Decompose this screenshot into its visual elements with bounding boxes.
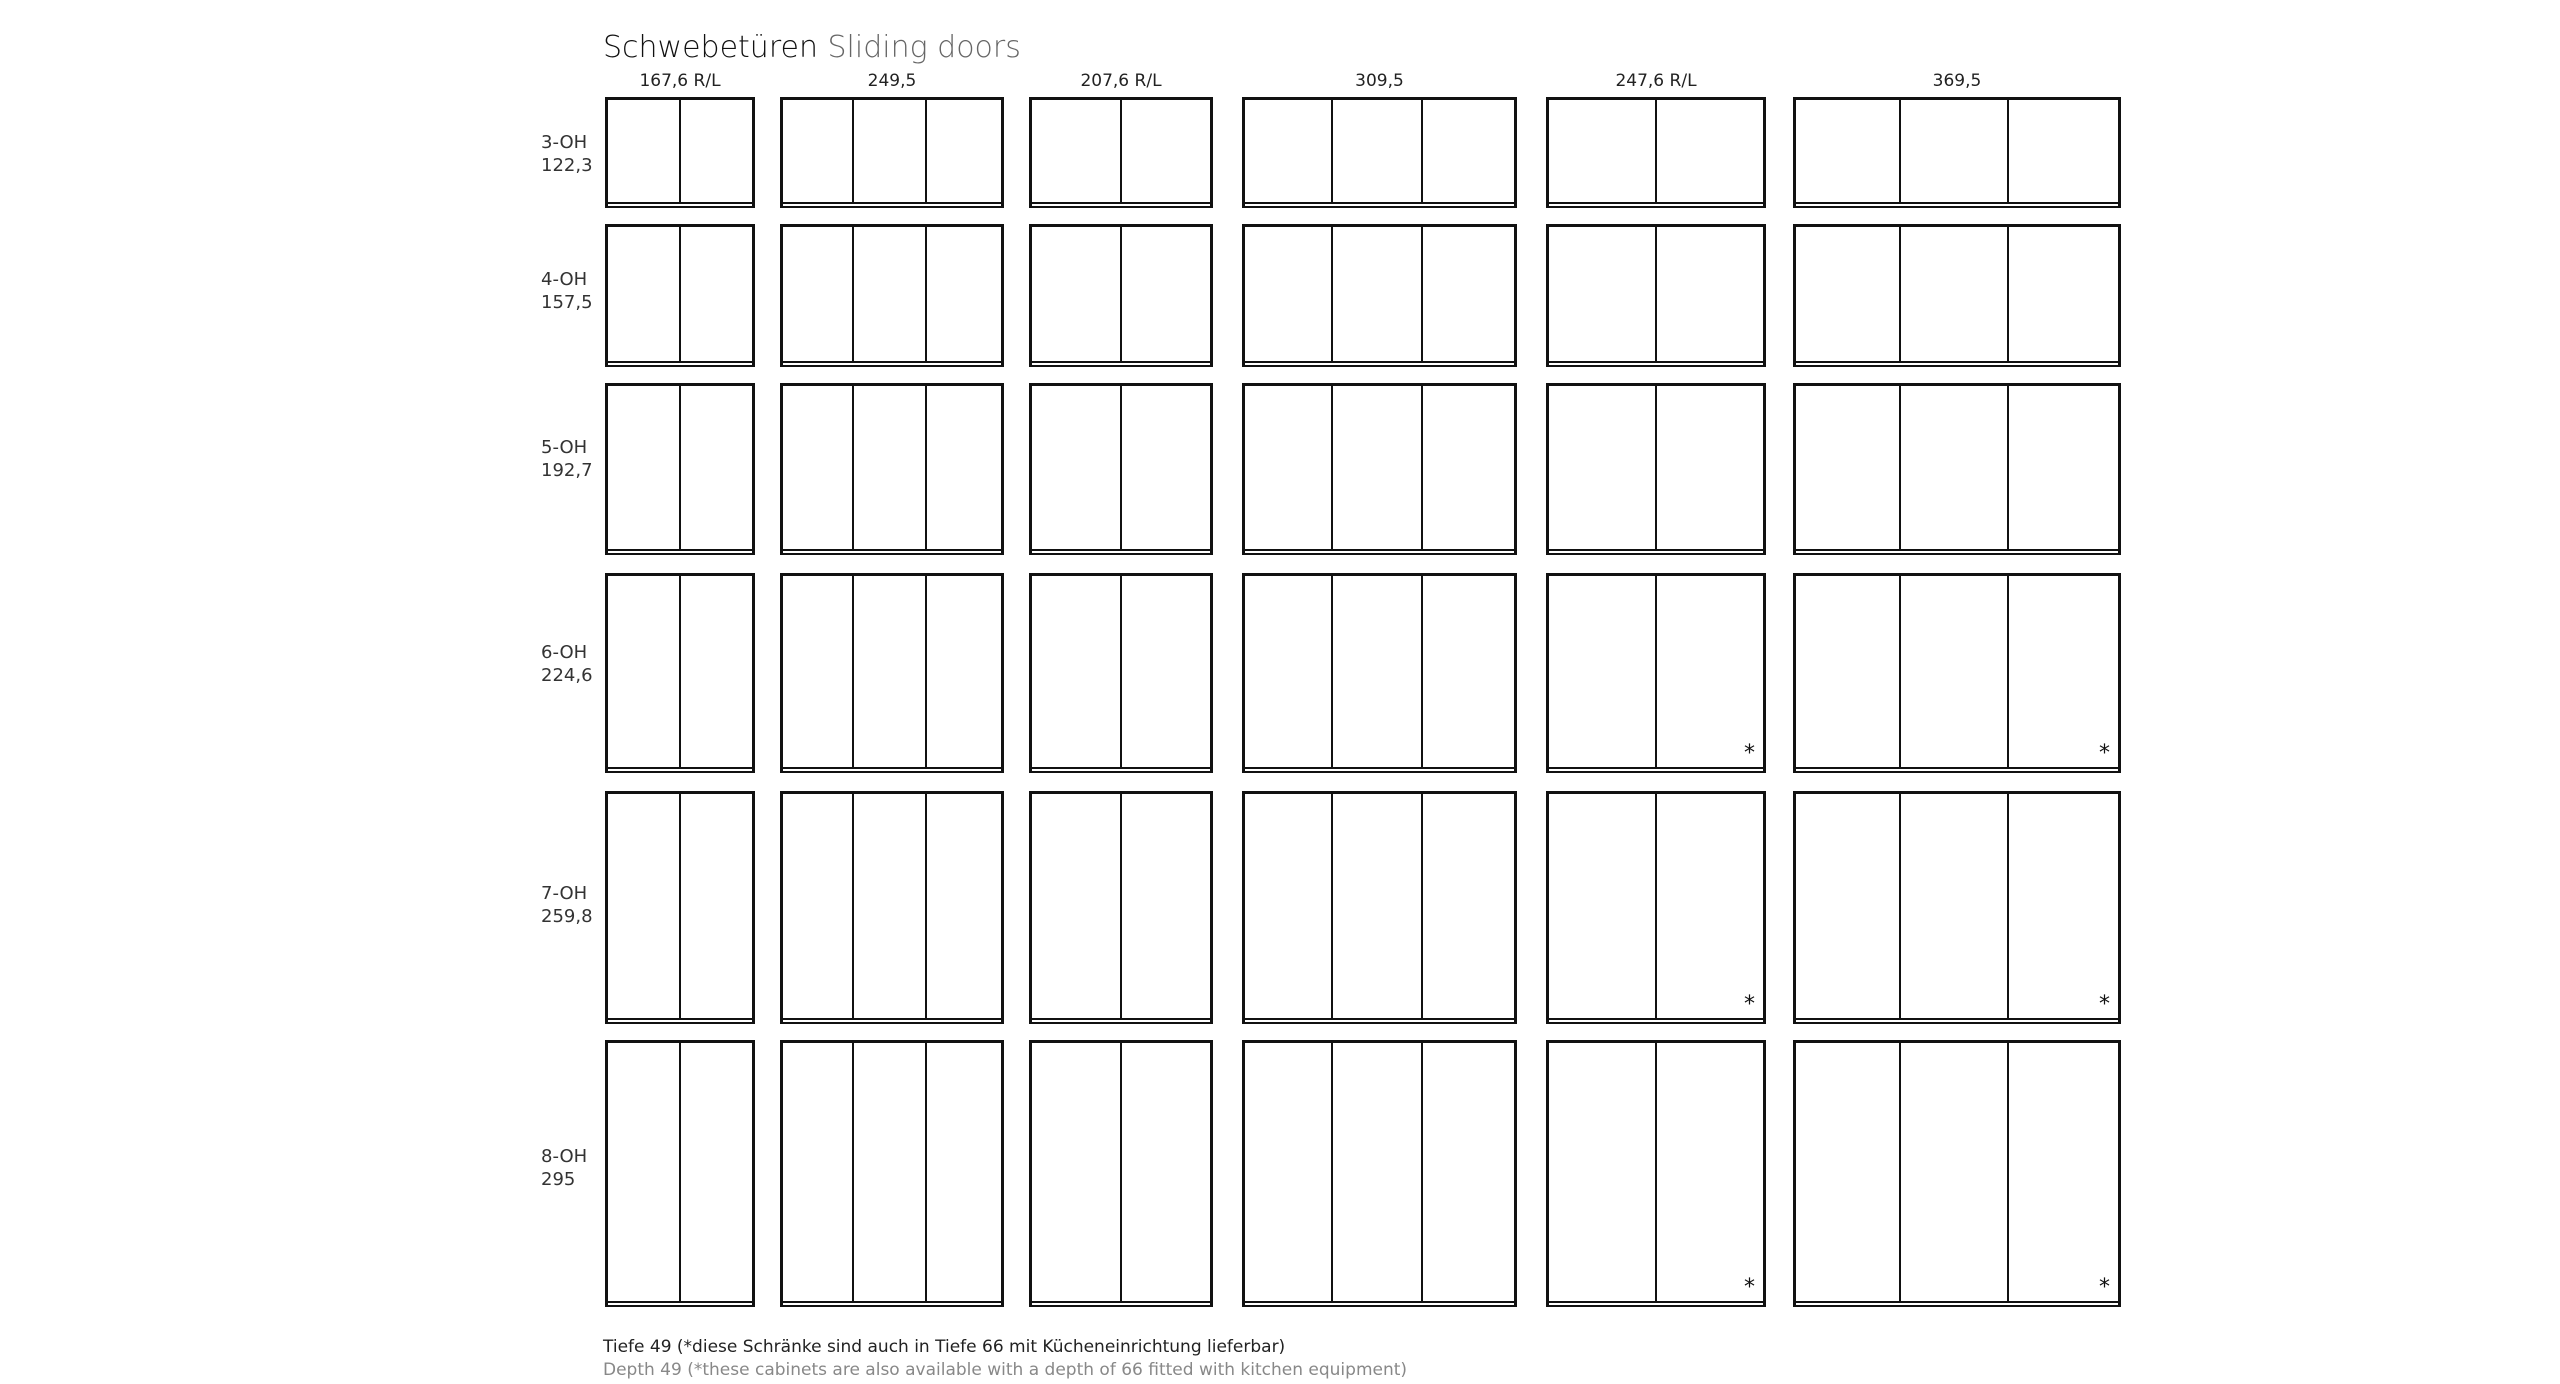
- row-height-code: 6-OH: [541, 642, 588, 663]
- wardrobe-cabinet: [1242, 791, 1517, 1024]
- door-divider: [1331, 386, 1333, 549]
- door-divider: [679, 1043, 681, 1301]
- wardrobe-cabinet: [1546, 1040, 1766, 1307]
- door-divider: [925, 1043, 927, 1301]
- kitchen-option-asterisk: *: [2099, 1275, 2110, 1300]
- kitchen-option-asterisk: *: [2099, 741, 2110, 766]
- row-height-value: 157,5: [541, 292, 593, 313]
- door-divider: [852, 1043, 854, 1301]
- cabinet-base: [605, 1301, 755, 1307]
- cabinet-base: [1546, 361, 1766, 367]
- kitchen-option-asterisk: *: [1744, 992, 1755, 1017]
- wardrobe-cabinet: [1242, 1040, 1517, 1307]
- cabinet-base: [1029, 202, 1213, 208]
- cabinet-base: [1793, 1018, 2121, 1024]
- door-divider: [2007, 100, 2009, 202]
- cabinet-base: [1546, 202, 1766, 208]
- title-german: Schwebetüren: [603, 30, 818, 65]
- door-divider: [1331, 1043, 1333, 1301]
- cabinet-base: [780, 1301, 1004, 1307]
- door-divider: [1331, 100, 1333, 202]
- wardrobe-cabinet: [1242, 224, 1517, 367]
- wardrobe-cabinet: [1029, 383, 1213, 555]
- door-divider: [1120, 227, 1122, 361]
- row-height-value: 224,6: [541, 665, 593, 686]
- wardrobe-cabinet: [1029, 573, 1213, 773]
- wardrobe-cabinet: [1546, 791, 1766, 1024]
- cabinet-base: [1793, 767, 2121, 773]
- wardrobe-cabinet: [1242, 97, 1517, 208]
- column-width-label: 249,5: [867, 71, 917, 91]
- column-width-label: 309,5: [1355, 71, 1404, 91]
- column-width-label: 247,6 R/L: [1615, 71, 1697, 91]
- door-divider: [1899, 227, 1901, 361]
- wardrobe-cabinet: [1546, 97, 1766, 208]
- cabinet-base: [1793, 361, 2121, 367]
- door-divider: [1331, 576, 1333, 767]
- door-divider: [852, 100, 854, 202]
- row-label: [541, 641, 593, 687]
- door-divider: [852, 576, 854, 767]
- wardrobe-cabinet: [1793, 383, 2121, 555]
- wardrobe-cabinet: [605, 383, 755, 555]
- door-divider: [1655, 1043, 1657, 1301]
- cabinet-base: [1029, 549, 1213, 555]
- door-divider: [1120, 100, 1122, 202]
- door-divider: [852, 794, 854, 1018]
- door-divider: [1331, 227, 1333, 361]
- door-divider: [1421, 794, 1423, 1018]
- wardrobe-cabinet: [780, 573, 1004, 773]
- row-label: [541, 131, 593, 177]
- row-height-value: 192,7: [541, 460, 593, 481]
- door-divider: [925, 100, 927, 202]
- kitchen-option-asterisk: *: [1744, 741, 1755, 766]
- cabinet-base: [1546, 1018, 1766, 1024]
- cabinet-base: [1793, 549, 2121, 555]
- cabinet-base: [605, 361, 755, 367]
- door-divider: [925, 386, 927, 549]
- door-divider: [2007, 1043, 2009, 1301]
- wardrobe-cabinet: [1242, 573, 1517, 773]
- cabinet-base: [780, 549, 1004, 555]
- row-label: [541, 1145, 587, 1191]
- row-height-code: 4-OH: [541, 269, 588, 290]
- row-label: [541, 268, 593, 314]
- wardrobe-cabinet: [1793, 1040, 2121, 1307]
- row-height-value: 259,8: [541, 906, 593, 927]
- wardrobe-cabinet: [1793, 791, 2121, 1024]
- cabinet-base: [780, 1018, 1004, 1024]
- row-height-code: 3-OH: [541, 132, 588, 153]
- cabinet-base: [605, 767, 755, 773]
- door-divider: [1120, 1043, 1122, 1301]
- cabinet-base: [1546, 549, 1766, 555]
- kitchen-option-asterisk: *: [1744, 1275, 1755, 1300]
- wardrobe-cabinet: [605, 573, 755, 773]
- wardrobe-cabinet: [780, 97, 1004, 208]
- wardrobe-cabinet: [1793, 97, 2121, 208]
- door-divider: [852, 386, 854, 549]
- row-height-code: 8-OH: [541, 1146, 588, 1167]
- row-label: [541, 882, 593, 928]
- door-divider: [679, 576, 681, 767]
- door-divider: [1421, 227, 1423, 361]
- cabinet-base: [605, 549, 755, 555]
- title-english: Sliding doors: [827, 30, 1021, 65]
- door-divider: [1899, 100, 1901, 202]
- column-width-label: 167,6 R/L: [639, 71, 721, 91]
- door-divider: [2007, 794, 2009, 1018]
- row-height-value: 122,3: [541, 155, 593, 176]
- wardrobe-cabinet: [1546, 573, 1766, 773]
- door-divider: [2007, 386, 2009, 549]
- row-height-value: 295: [541, 1169, 576, 1190]
- door-divider: [1120, 794, 1122, 1018]
- row-height-code: 5-OH: [541, 437, 588, 458]
- door-divider: [1899, 1043, 1901, 1301]
- wardrobe-cabinet: [1029, 97, 1213, 208]
- wardrobe-cabinet: [605, 97, 755, 208]
- door-divider: [1421, 386, 1423, 549]
- door-divider: [1421, 1043, 1423, 1301]
- diagram-title: [603, 30, 1021, 66]
- cabinet-base: [780, 361, 1004, 367]
- wardrobe-cabinet: [1029, 1040, 1213, 1307]
- cabinet-base: [1029, 361, 1213, 367]
- wardrobe-cabinet: [605, 1040, 755, 1307]
- cabinet-base: [1029, 1018, 1213, 1024]
- cabinet-base: [1546, 1301, 1766, 1307]
- door-divider: [1899, 386, 1901, 549]
- wardrobe-cabinet: [1793, 573, 2121, 773]
- wardrobe-cabinet: [1029, 224, 1213, 367]
- cabinet-base: [1242, 202, 1517, 208]
- wardrobe-cabinet: [1029, 791, 1213, 1024]
- wardrobe-cabinet: [1793, 224, 2121, 367]
- door-divider: [1655, 794, 1657, 1018]
- cabinet-base: [1793, 1301, 2121, 1307]
- cabinet-base: [1029, 767, 1213, 773]
- cabinet-base: [1242, 549, 1517, 555]
- wardrobe-cabinet: [1546, 224, 1766, 367]
- door-divider: [1120, 576, 1122, 767]
- cabinet-base: [1242, 1301, 1517, 1307]
- cabinet-base: [780, 202, 1004, 208]
- wardrobe-cabinet: [1242, 383, 1517, 555]
- row-height-code: 7-OH: [541, 883, 588, 904]
- column-width-label: 369,5: [1932, 71, 1982, 91]
- wardrobe-cabinet: [780, 383, 1004, 555]
- door-divider: [852, 227, 854, 361]
- wardrobe-cabinet: [780, 1040, 1004, 1307]
- door-divider: [1120, 386, 1122, 549]
- door-divider: [925, 576, 927, 767]
- footnote-german: Tiefe 49 (*diese Schränke sind auch in Tiefe 66 mit Kücheneinrichtung lieferbar): [603, 1337, 1286, 1357]
- door-divider: [925, 794, 927, 1018]
- cabinet-base: [1546, 767, 1766, 773]
- door-divider: [1331, 794, 1333, 1018]
- column-width-label: 207,6 R/L: [1080, 71, 1162, 91]
- door-divider: [2007, 576, 2009, 767]
- door-divider: [1655, 386, 1657, 549]
- door-divider: [679, 100, 681, 202]
- kitchen-option-asterisk: *: [2099, 992, 2110, 1017]
- cabinet-base: [605, 202, 755, 208]
- footnote-english: Depth 49 (*these cabinets are also available with a depth of 66 fitted with kitchen equipment): [603, 1360, 1408, 1380]
- door-divider: [679, 227, 681, 361]
- door-divider: [679, 794, 681, 1018]
- wardrobe-cabinet: [1546, 383, 1766, 555]
- cabinet-base: [1242, 1018, 1517, 1024]
- door-divider: [1899, 794, 1901, 1018]
- door-divider: [925, 227, 927, 361]
- door-divider: [1655, 576, 1657, 767]
- door-divider: [1421, 576, 1423, 767]
- cabinet-base: [1242, 767, 1517, 773]
- door-divider: [1899, 576, 1901, 767]
- door-divider: [1655, 100, 1657, 202]
- row-label: [541, 436, 593, 482]
- cabinet-base: [1029, 1301, 1213, 1307]
- door-divider: [1421, 100, 1423, 202]
- door-divider: [2007, 227, 2009, 361]
- wardrobe-cabinet: [780, 791, 1004, 1024]
- door-divider: [679, 386, 681, 549]
- cabinet-base: [605, 1018, 755, 1024]
- door-divider: [1655, 227, 1657, 361]
- cabinet-base: [1242, 361, 1517, 367]
- wardrobe-cabinet: [605, 224, 755, 367]
- wardrobe-cabinet: [780, 224, 1004, 367]
- cabinet-base: [1793, 202, 2121, 208]
- cabinet-base: [780, 767, 1004, 773]
- wardrobe-cabinet: [605, 791, 755, 1024]
